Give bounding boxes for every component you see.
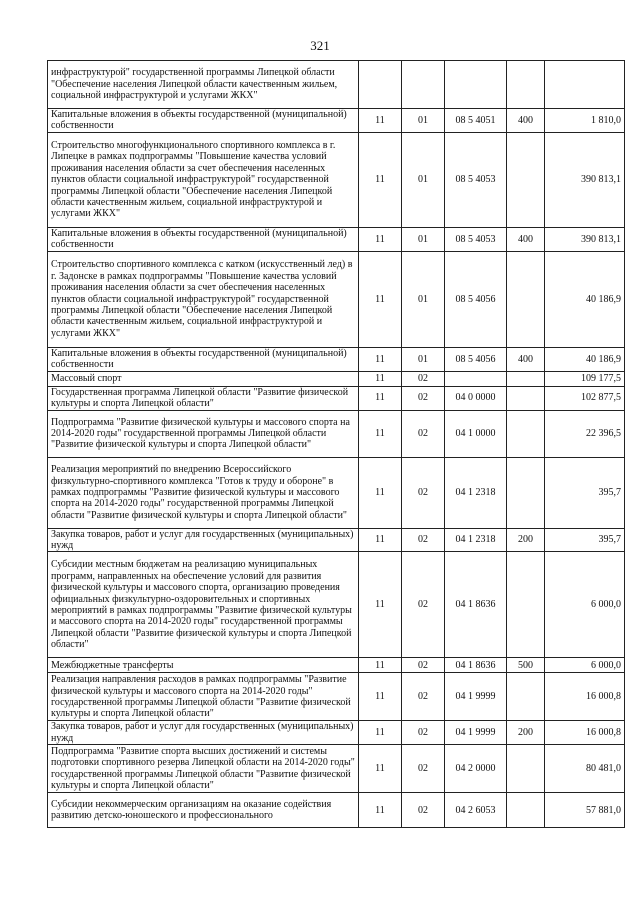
row-name-cell: инфраструктурой" государственной программы Липецкой области "Обеспечение населения Липецкой области качественным жильем, социальной инфраструктурой и услугами ЖКХ" (48, 61, 359, 109)
row-section-cell: 11 (359, 793, 402, 828)
row-expense-type-cell (507, 457, 545, 528)
row-amount-cell: 395,7 (545, 457, 625, 528)
row-section-cell: 11 (359, 721, 402, 745)
row-name-cell: Реализация направления расходов в рамках подпрограммы "Развитие физической культуры и массового спорта на 2014-2020 годы" государственной программы Липецкой области "Развитие физической культуры и спорта Липецкой области" (48, 673, 359, 721)
row-section-cell: 11 (359, 347, 402, 371)
row-target-article-cell: 04 1 9999 (445, 721, 507, 745)
table-body (48, 61, 625, 828)
row-section-cell (359, 61, 402, 109)
row-expense-type-cell: 400 (507, 227, 545, 251)
row-name-cell: Капитальные вложения в объекты государственной (муниципальной) собственности (48, 109, 359, 133)
row-amount-cell (545, 61, 625, 109)
row-name-cell: Реализация мероприятий по внедрению Всероссийского физкультурно-спортивного комплекса "Готов к труду и обороне" в рамках подпрограммы "Развитие физической культуры и массового спорта на 2014-2020 годы" государственной программы Липецкой области "Развитие физической культуры и спорта Липецкой области" (48, 457, 359, 528)
row-target-article-cell (445, 61, 507, 109)
table-row (48, 552, 625, 658)
row-subsection-cell: 02 (402, 745, 445, 793)
row-expense-type-cell (507, 371, 545, 386)
table-row (48, 347, 625, 371)
row-amount-cell: 395,7 (545, 528, 625, 552)
row-subsection-cell: 01 (402, 109, 445, 133)
row-target-article-cell: 04 2 6053 (445, 793, 507, 828)
row-section-cell: 11 (359, 745, 402, 793)
row-name-cell: Массовый спорт (48, 371, 359, 386)
row-section-cell: 11 (359, 251, 402, 347)
row-section-cell: 11 (359, 457, 402, 528)
row-name-cell: Подпрограмма "Развитие спорта высших достижений и системы подготовки спортивного резерва Липецкой области на 2014-2020 годы" государственной программы Липецкой области "Развитие физической культуры и спорта Липецкой области" (48, 745, 359, 793)
row-name-cell: Государственная программа Липецкой области "Развитие физической культуры и спорта Липецкой области" (48, 386, 359, 410)
row-target-article-cell (445, 371, 507, 386)
table-row (48, 745, 625, 793)
row-target-article-cell: 04 1 8636 (445, 552, 507, 658)
row-subsection-cell: 02 (402, 386, 445, 410)
row-subsection-cell: 01 (402, 347, 445, 371)
row-subsection-cell: 02 (402, 721, 445, 745)
row-name-cell: Субсидии местным бюджетам на реализацию муниципальных программ, направленных на обеспечение условий для развития физической культуры и массового спорта, организацию проведения официальных физкультурно-оздоровительных и спортивных мероприятий в рамках подпрограммы "Развитие физической культуры и массового спорта на 2014-2020 годы" государственной программы Липецкой области "Развитие физической культуры и спорта Липецкой области" (48, 552, 359, 658)
table-row (48, 386, 625, 410)
row-expense-type-cell: 200 (507, 721, 545, 745)
row-target-article-cell: 08 5 4056 (445, 251, 507, 347)
row-amount-cell: 16 000,8 (545, 673, 625, 721)
page-number: 321 (310, 38, 330, 53)
row-name-cell: Закупка товаров, работ и услуг для государственных (муниципальных) нужд (48, 721, 359, 745)
row-expense-type-cell (507, 673, 545, 721)
row-subsection-cell: 02 (402, 457, 445, 528)
row-subsection-cell: 02 (402, 528, 445, 552)
row-expense-type-cell: 200 (507, 528, 545, 552)
row-subsection-cell: 02 (402, 410, 445, 457)
table-row (48, 251, 625, 347)
row-subsection-cell: 02 (402, 673, 445, 721)
row-expense-type-cell (507, 745, 545, 793)
row-section-cell: 11 (359, 132, 402, 227)
row-section-cell: 11 (359, 658, 402, 673)
table-row (48, 410, 625, 457)
table-row (48, 528, 625, 552)
row-section-cell: 11 (359, 552, 402, 658)
row-expense-type-cell: 400 (507, 347, 545, 371)
row-expense-type-cell (507, 386, 545, 410)
table-row (48, 457, 625, 528)
table-row (48, 658, 625, 673)
row-subsection-cell: 02 (402, 793, 445, 828)
row-amount-cell: 6 000,0 (545, 552, 625, 658)
table-row (48, 371, 625, 386)
row-expense-type-cell (507, 132, 545, 227)
row-amount-cell: 390 813,1 (545, 227, 625, 251)
row-name-cell: Капитальные вложения в объекты государственной (муниципальной) собственности (48, 347, 359, 371)
row-name-cell: Межбюджетные трансферты (48, 658, 359, 673)
row-target-article-cell: 08 5 4051 (445, 109, 507, 133)
row-name-cell: Капитальные вложения в объекты государственной (муниципальной) собственности (48, 227, 359, 251)
row-expense-type-cell (507, 410, 545, 457)
row-section-cell: 11 (359, 386, 402, 410)
table-row (48, 109, 625, 133)
row-subsection-cell: 02 (402, 552, 445, 658)
row-target-article-cell: 04 1 8636 (445, 658, 507, 673)
row-target-article-cell: 04 0 0000 (445, 386, 507, 410)
row-name-cell: Подпрограмма "Развитие физической культуры и массового спорта на 2014-2020 годы" государственной программы Липецкой области "Развитие физической культуры и спорта Липецкой области" (48, 410, 359, 457)
row-subsection-cell: 01 (402, 132, 445, 227)
row-name-cell: Закупка товаров, работ и услуг для государственных (муниципальных) нужд (48, 528, 359, 552)
row-expense-type-cell (507, 61, 545, 109)
table-row (48, 673, 625, 721)
row-subsection-cell (402, 61, 445, 109)
row-amount-cell: 80 481,0 (545, 745, 625, 793)
row-target-article-cell: 04 1 9999 (445, 673, 507, 721)
row-expense-type-cell: 400 (507, 109, 545, 133)
row-section-cell: 11 (359, 371, 402, 386)
table-row (48, 132, 625, 227)
row-subsection-cell: 01 (402, 251, 445, 347)
row-name-cell: Субсидии некоммерческим организациям на оказание содействия развитию детско-юношеского и профессионального (48, 793, 359, 828)
table-row (48, 61, 625, 109)
row-name-cell: Строительство спортивного комплекса с катком (искусственный лед) в г. Задонске в рамках подпрограммы "Повышение качества условий проживания населения области за счет обеспечения населенных пунктов области социальной инфраструктурой" государственной программы Липецкой области "Обеспечение населения Липецкой области качественным жильем, социальной инфраструктурой и услугами ЖКХ" (48, 251, 359, 347)
row-section-cell: 11 (359, 410, 402, 457)
row-section-cell: 11 (359, 673, 402, 721)
row-target-article-cell: 08 5 4053 (445, 227, 507, 251)
row-amount-cell: 390 813,1 (545, 132, 625, 227)
table-row (48, 227, 625, 251)
row-expense-type-cell (507, 793, 545, 828)
row-subsection-cell: 02 (402, 371, 445, 386)
row-section-cell: 11 (359, 109, 402, 133)
row-expense-type-cell (507, 251, 545, 347)
row-section-cell: 11 (359, 528, 402, 552)
row-amount-cell: 40 186,9 (545, 251, 625, 347)
row-target-article-cell: 04 2 0000 (445, 745, 507, 793)
row-amount-cell: 1 810,0 (545, 109, 625, 133)
row-amount-cell: 6 000,0 (545, 658, 625, 673)
row-amount-cell: 57 881,0 (545, 793, 625, 828)
row-target-article-cell: 04 1 2318 (445, 528, 507, 552)
table-row (48, 793, 625, 828)
row-amount-cell: 22 396,5 (545, 410, 625, 457)
row-amount-cell: 16 000,8 (545, 721, 625, 745)
row-amount-cell: 102 877,5 (545, 386, 625, 410)
row-target-article-cell: 04 1 0000 (445, 410, 507, 457)
table-row (48, 721, 625, 745)
row-subsection-cell: 02 (402, 658, 445, 673)
row-expense-type-cell (507, 552, 545, 658)
row-subsection-cell: 01 (402, 227, 445, 251)
row-target-article-cell: 04 1 2318 (445, 457, 507, 528)
row-section-cell: 11 (359, 227, 402, 251)
row-target-article-cell: 08 5 4056 (445, 347, 507, 371)
row-expense-type-cell: 500 (507, 658, 545, 673)
budget-table (47, 60, 625, 828)
row-name-cell: Строительство многофункционального спортивного комплекса в г. Липецке в рамках подпрограммы "Повышение качества условий проживания населения области за счет обеспечения населенных пунктов области социальной инфраструктурой" государственной программы Липецкой области "Обеспечение населения Липецкой области качественным жильем, социальной инфраструктурой и услугами ЖКХ" (48, 132, 359, 227)
row-target-article-cell: 08 5 4053 (445, 132, 507, 227)
row-amount-cell: 40 186,9 (545, 347, 625, 371)
row-amount-cell: 109 177,5 (545, 371, 625, 386)
